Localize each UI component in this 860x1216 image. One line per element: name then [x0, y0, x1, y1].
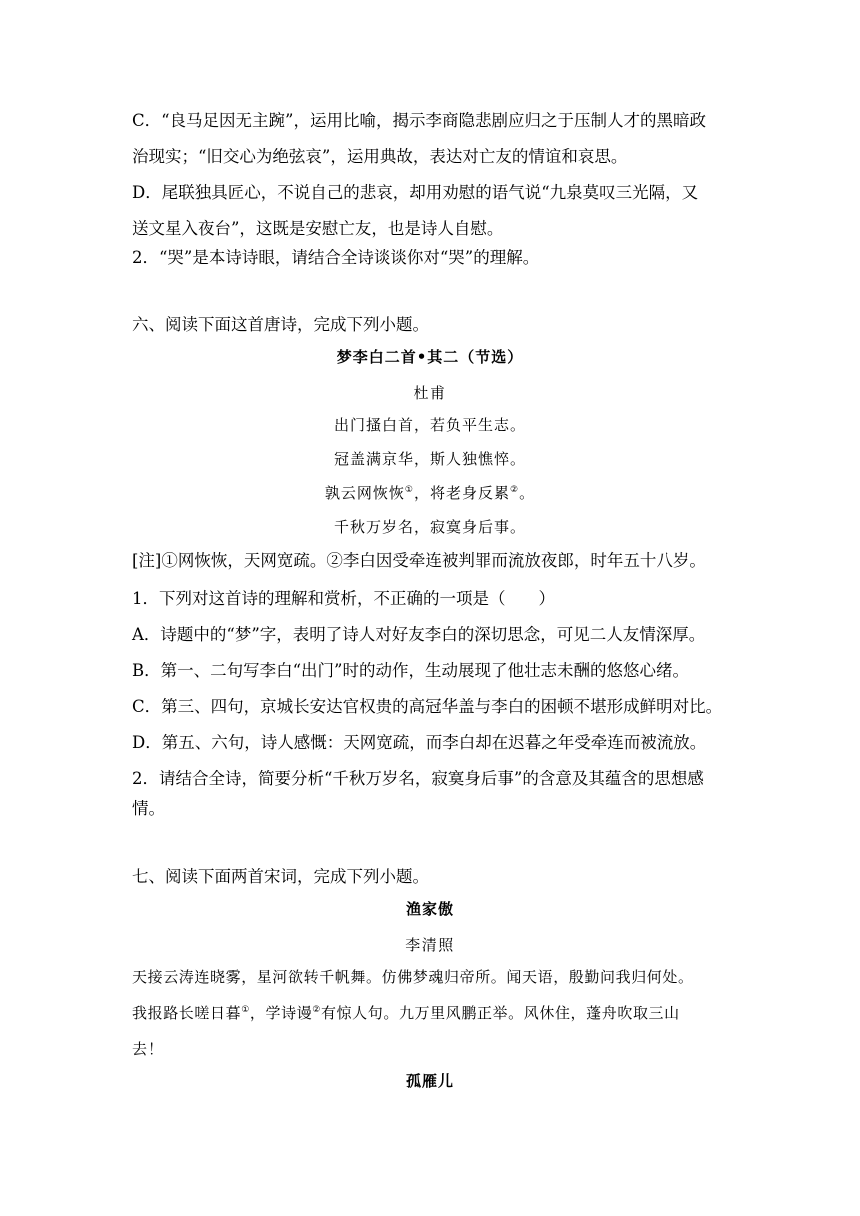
section6-question-2-line2: 情。	[132, 799, 165, 818]
section5-option-d-line2: 送文星入夜台”，这既是安慰亡友，也是诗人自慰。	[132, 219, 504, 238]
section6-poem-line-2: 冠盖满京华，斯人独憔悴。	[333, 450, 526, 468]
section6-heading: 六、阅读下面这首唐诗，完成下列小题。	[132, 315, 429, 334]
section6-question-1: 1．下列对这首诗的理解和赏析，不正确的一项是（ ）	[132, 589, 555, 608]
section6-poem-line-3: 孰云网恢恢①，将老身反累②。	[324, 484, 536, 502]
footnote-mark-1: ①	[404, 485, 414, 495]
section6-option-b: B．第一、二句写李白“出门”时的动作，生动展现了他壮志未酬的悠悠心绪。	[132, 661, 689, 680]
section7-poem1-title: 渔家傲	[405, 900, 454, 918]
footnote-mark-2: ②	[312, 1005, 321, 1015]
section7-poem2-title: 孤雁儿	[405, 1072, 454, 1090]
section7-poet1: 李清照	[405, 936, 455, 954]
section5-option-c-line2: 治现实；“旧交心为绝弦哀”，运用典故，表达对亡友的情谊和哀思。	[132, 147, 628, 166]
section6-poet: 杜甫	[413, 384, 447, 402]
section6-option-a: A．诗题中的“梦”字，表明了诗人对好友李白的深切思念，可见二人友情深厚。	[132, 625, 706, 644]
section6-option-d: D．第五、六句，诗人感慨：天网宽疏，而李白却在迟暮之年受牵连而被流放。	[132, 733, 707, 752]
section6-question-2-line1: 2．请结合全诗，简要分析“千秋万岁名，寂寞身后事”的含意及其蕴含的思想感	[132, 769, 704, 788]
section5-question-2: 2．“哭”是本诗诗眼，请结合全诗谈谈你对“哭”的理解。	[132, 248, 540, 267]
section7-poem1-line2: 我报路长嗟日暮①，学诗谩②有惊人句。九万里风鹏正举。风休住，蓬舟吹取三山	[132, 1004, 680, 1022]
section6-option-c: C．第三、四句，京城长安达官权贵的高冠华盖与李白的困顿不堪形成鲜明对比。	[132, 697, 723, 716]
section6-note: [注]①网恢恢，天网宽疏。②李白因受牵连被判罪而流放夜郎，时年五十八岁。	[132, 551, 706, 570]
footnote-mark-2: ②	[510, 485, 520, 495]
section7-poem1-line3: 去！	[132, 1040, 165, 1058]
section7-poem1-line1: 天接云涛连晓雾，星河欲转千帆舞。仿佛梦魂归帝所。闻天语，殷勤问我归何处。	[132, 968, 694, 986]
section7-heading: 七、阅读下面两首宋词，完成下列小题。	[132, 867, 429, 886]
section5-option-c-line1: C．“良马足因无主踠”，运用比喻，揭示李商隐悲剧应归之于压制人才的黑暗政	[132, 111, 706, 130]
section5-option-d-line1: D．尾联独具匠心，不说自己的悲哀，却用劝慰的语气说“九泉莫叹三光隔，又	[132, 183, 699, 202]
section6-poem-line-1: 出门搔白首，若负平生志。	[333, 416, 526, 434]
footnote-mark-1: ①	[241, 1005, 250, 1015]
section6-poem-title: 梦李白二首•其二（节选）	[336, 348, 524, 366]
section6-poem-line-4: 千秋万岁名，寂寞身后事。	[333, 518, 526, 536]
